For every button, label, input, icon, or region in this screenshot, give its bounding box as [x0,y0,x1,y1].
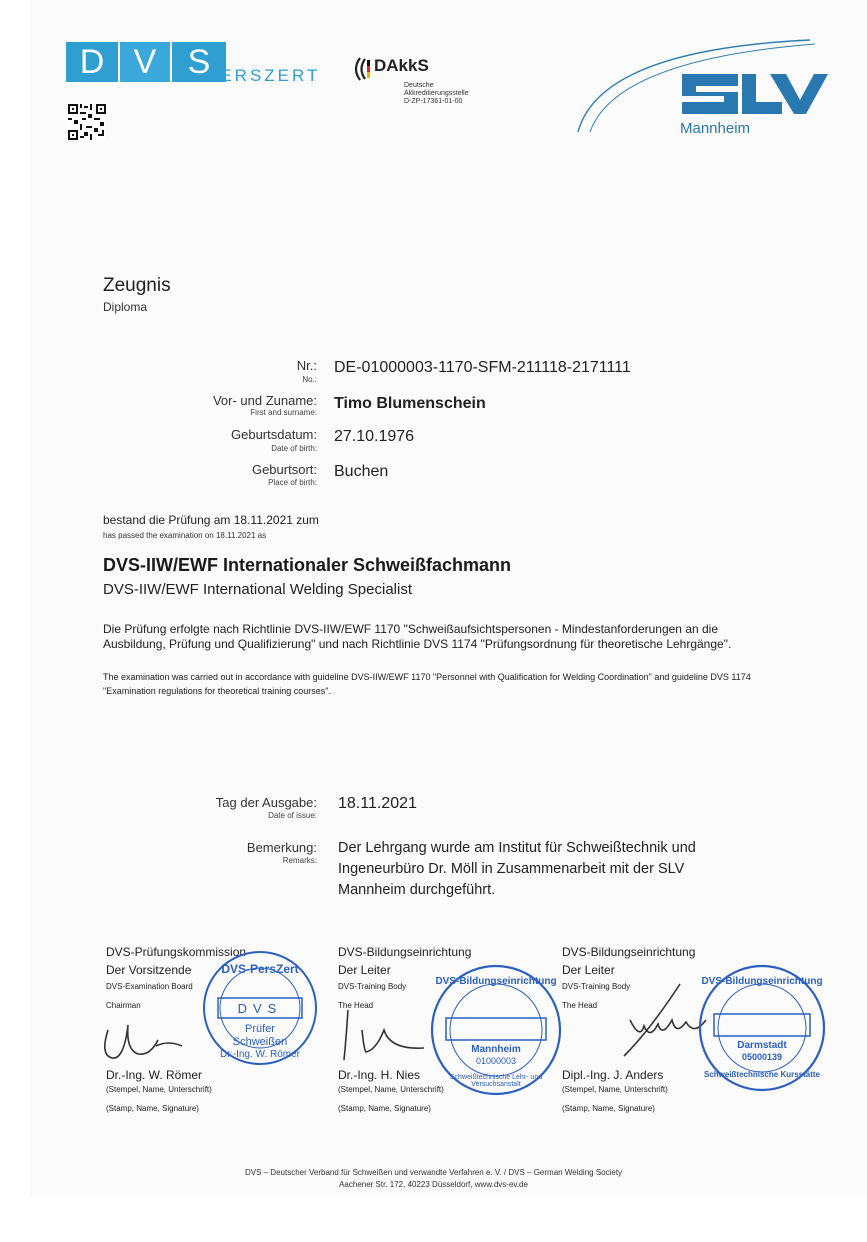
field-birthdate-value: 27.10.1976 [334,428,415,445]
sig3-role-en2: The Head [562,1001,598,1010]
footer-line-2: Aachener Str. 172, 40223 Düsseldorf, www.dvs-ev.de [339,1180,528,1189]
passed-en: has passed the examination on 18.11.2021 as [103,531,267,540]
field-birthdate-label-en: Date of birth: [271,444,317,453]
dakks-name: DAkkS [374,56,429,75]
stamp2-city: Mannheim [471,1044,521,1055]
footer-line-1: DVS – Deutscher Verband für Schweißen und verwandte Verfahren e. V. / DVS – German Welding Society [244,1168,623,1177]
qualification-en: DVS-IIW/EWF International Welding Specialist [103,581,413,598]
field-name-label: Vor- und Zuname: [212,393,317,408]
stamp-perszert [200,948,320,1068]
title-de: Zeugnis [103,275,171,296]
stamp1-dvs: DVS [237,1001,283,1016]
issue-label-en: Date of issue: [268,811,317,820]
field-name-value: Timo Blumenschein [334,395,486,412]
stamp1-top: DVS-PersZert [221,962,299,976]
title-en: Diploma [103,300,148,314]
dakks-line-2: Akkreditierungsstelle [404,90,469,97]
stamp3-number: 05000139 [741,1052,783,1062]
issue-label: Tag der Ausgabe: [215,795,317,810]
dvs-letter-s: S [172,42,226,82]
sig3-role: Der Leiter [562,963,615,977]
sig3-stamp-line: (Stempel, Name, Unterschrift) [562,1085,668,1094]
field-birthplace-label-en: Place of birth: [268,478,317,487]
field-birthdate-label: Geburtsdatum: [231,427,317,442]
field-number-label: Nr.: [296,358,317,373]
remarks-label-en: Remarks: [282,856,317,865]
qualification-de: DVS-IIW/EWF Internationaler Schweißfachmann [103,555,512,575]
qr-code-icon [68,104,106,140]
stamp-mannheim [428,962,564,1098]
guideline-en: The examination was carried out in accordance with guideline DVS-IIW/EWF 1170 "Personnel with Qualification for Welding Coordination" and guideline DVS 1174 "Examination regulations for theoretical training courses". [103,672,751,696]
sig1-stamp-line: (Stempel, Name, Unterschrift) [106,1085,212,1094]
field-name-label-en: First and surname: [250,408,317,417]
stamp3-city: Darmstadt [737,1040,787,1051]
sig2-name: Dr.-Ing. H. Nies [338,1068,421,1082]
issue-value: 18.11.2021 [338,795,417,812]
stamp2-bottom: Schweißtechnische Lehr- und Versuchsanstalt [449,1074,543,1088]
stamp2-number: 01000003 [475,1056,517,1066]
signature-roemer [98,1010,198,1065]
sig3-role-en: DVS-Training Body [562,982,631,991]
sig2-org: DVS-Bildungseinrichtung [338,945,472,959]
stamp3-bottom: Schweißtechnische Kursstätte [703,1070,821,1079]
remarks-label: Bemerkung: [246,840,317,855]
stamp3-top: DVS-Bildungseinrichtung [701,976,823,987]
slv-city: Mannheim [680,120,751,137]
sig1-stamp-line-en: (Stamp, Name, Signature) [106,1104,199,1113]
field-birthplace-label: Geburtsort: [251,462,317,477]
field-number-value: DE-01000003-1170-SFM-211118-2171111 [334,359,631,376]
dakks-mark-icon [352,56,374,82]
dakks-line-1: Deutsche [404,82,434,89]
sig2-role-en: DVS-Training Body [338,982,407,991]
guideline-de: Die Prüfung erfolgte nach Richtlinie DVS-IIW/EWF 1170 "Schweißaufsichtspersonen - Mindestanforderungen an die Ausbildung, Prüfung und Qualifizierung" und nach Richtlinie DVS 1174 "Prüfungsordnung für theoretische Lehrgänge". [103,622,732,651]
signature-nies [336,1000,436,1065]
sig3-name: Dipl.-Ing. J. Anders [562,1068,664,1082]
sig1-org: DVS-Prüfungskommission [106,945,247,959]
remarks-value: Der Lehrgang wurde am Institut für Schweißtechnik und Ingeneurbüro Dr. Möll in Zusammenarbeit mit der SLV Mannheim durchgeführt. [338,840,696,898]
sig3-stamp-line-en: (Stamp, Name, Signature) [562,1104,655,1113]
perszert-wordmark: PERSZERT [206,66,321,85]
sig1-role-en2: Chairman [106,1001,141,1010]
field-birthplace-value: Buchen [334,463,389,480]
sig2-role-en2: The Head [338,1001,374,1010]
sig3-org: DVS-Bildungseinrichtung [562,945,696,959]
sig2-stamp-line-en: (Stamp, Name, Signature) [338,1104,431,1113]
dvs-letter-v: V [120,42,170,82]
stamp1-bottom: Dr.-Ing. W. Römer [219,1049,300,1060]
stamp2-top: DVS-Bildungseinrichtung [435,976,557,987]
dakks-line-3: D-ZP-17361-01-00 [404,98,463,105]
dvs-letter-d: D [66,42,118,82]
sig1-name: Dr.-Ing. W. Römer [106,1068,203,1082]
field-number-label-en: No.: [302,375,317,384]
sig2-stamp-line: (Stempel, Name, Unterschrift) [338,1085,444,1094]
passed-de: bestand die Prüfung am 18.11.2021 zum [103,513,319,527]
stamp1-mid2: Schweißen [232,1036,288,1048]
stamp-darmstadt [696,962,828,1094]
stamp1-mid1: Prüfer [245,1023,275,1035]
sig1-role-en: DVS-Examination Board [106,982,193,991]
sig2-role: Der Leiter [338,963,391,977]
sig1-role: Der Vorsitzende [106,963,192,977]
